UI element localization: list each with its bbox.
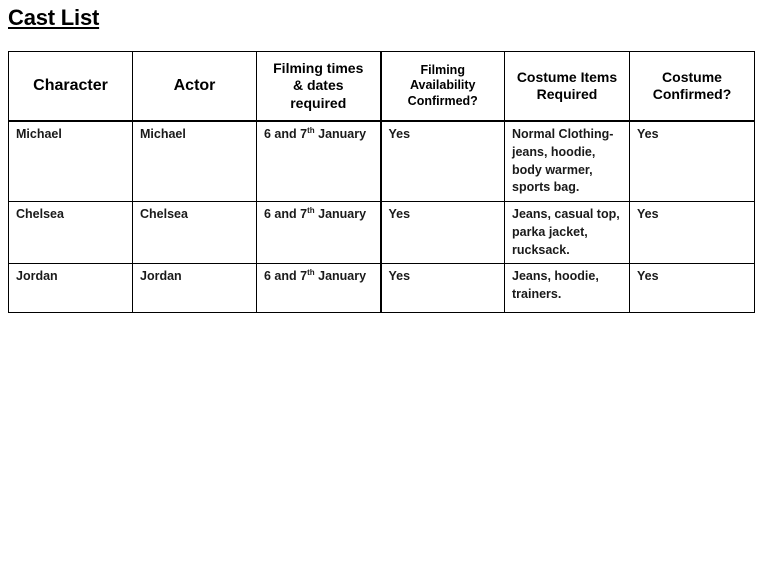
page-title: Cast List	[8, 5, 100, 30]
header-availability	[381, 52, 505, 122]
table-row	[9, 121, 755, 202]
cell-costume-confirmed: Yes	[630, 264, 755, 313]
cell-actor: Jordan	[133, 264, 257, 313]
table-row	[9, 202, 755, 264]
header-costume-items	[505, 52, 630, 122]
dates-suffix: January	[314, 127, 367, 141]
cell-actor: Michael	[133, 121, 257, 202]
dates-ordinal: th	[307, 268, 315, 278]
dates-ordinal: th	[307, 205, 315, 215]
cell-filming-dates	[257, 202, 381, 264]
dates-prefix: 6 and 7	[264, 269, 308, 284]
header-costume-confirmed-label: Costume Confirmed?	[652, 68, 732, 102]
table-header-row	[9, 52, 755, 122]
header-costume-confirmed	[630, 52, 755, 122]
cell-character: Michael	[9, 121, 133, 202]
header-actor: Actor	[133, 52, 257, 122]
cast-list-table	[8, 51, 755, 313]
cell-costume-items: Normal Clothing- jeans, hoodie, body warmer, sports bag.	[505, 121, 630, 202]
cell-costume-confirmed: Yes	[630, 121, 755, 202]
cell-costume-items: Jeans, casual top, parka jacket, rucksack.	[505, 202, 630, 264]
header-availability-label: Filming Availability Confirmed?	[407, 62, 478, 108]
dates-prefix: 6 and 7	[264, 207, 308, 221]
dates-suffix: January	[314, 207, 367, 221]
cell-filming-dates	[257, 264, 381, 313]
cell-availability: Yes	[381, 202, 505, 264]
header-filming-times-label: Filming times & dates required	[273, 59, 364, 111]
header-character: Character	[9, 52, 133, 122]
cell-filming-dates	[257, 121, 381, 202]
cell-costume-items: Jeans, hoodie, trainers.	[505, 264, 630, 313]
cell-availability: Yes	[381, 264, 505, 313]
header-filming-times	[257, 52, 381, 122]
dates-suffix: January	[314, 269, 367, 284]
header-costume-items-label: Costume Items Required	[516, 68, 618, 102]
cell-actor: Chelsea	[133, 202, 257, 264]
table-row	[9, 264, 755, 313]
cell-character: Jordan	[9, 264, 133, 313]
cell-availability: Yes	[381, 121, 505, 202]
dates-ordinal: th	[307, 125, 315, 135]
cell-character: Chelsea	[9, 202, 133, 264]
dates-prefix: 6 and 7	[264, 127, 308, 141]
cell-costume-confirmed: Yes	[630, 202, 755, 264]
